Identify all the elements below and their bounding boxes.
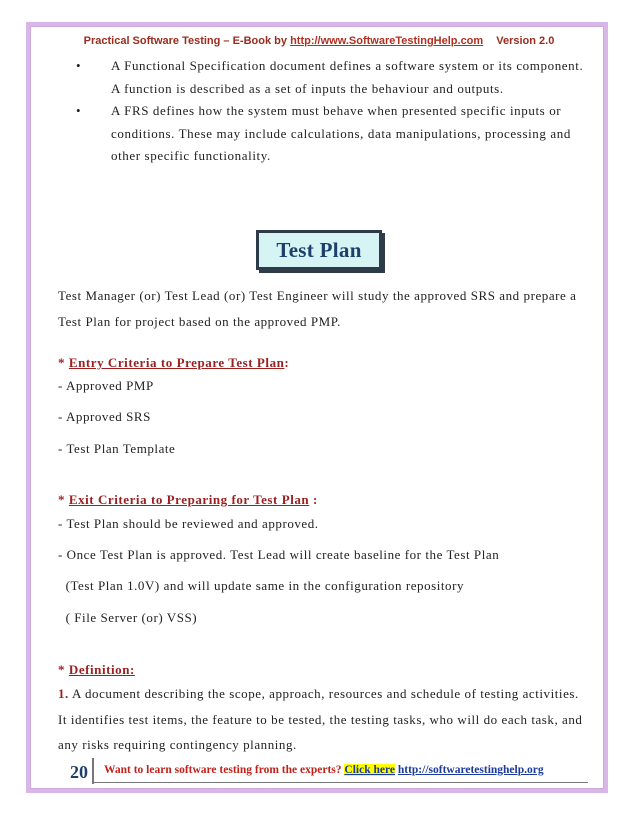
header-version: Version 2.0 xyxy=(496,35,555,47)
definition-paragraph xyxy=(58,681,588,758)
intro-paragraph: Test Manager (or) Test Lead (or) Test Engineer will study the approved SRS and prepare a Test Plan for project based on the approved PMP. xyxy=(58,288,577,329)
entry-criteria-heading: * Entry Criteria to Prepare Test Plan: xyxy=(58,355,290,370)
entry-item: - Approved PMP xyxy=(58,378,154,393)
footer-divider xyxy=(92,758,94,784)
footer-promo xyxy=(104,764,544,776)
entry-item: - Test Plan Template xyxy=(58,441,176,456)
section-title: Test Plan xyxy=(256,230,382,270)
bullet-item xyxy=(64,100,584,168)
bullet-item xyxy=(64,55,584,100)
bullet-dot-icon: • xyxy=(76,103,82,118)
footer-promo-text: Want to learn software testing from the experts? xyxy=(104,764,342,776)
page-number: 20 xyxy=(70,762,88,782)
exit-item: - Once Test Plan is approved. Test Lead will create baseline for the Test Plan xyxy=(58,547,500,562)
definition-text: A document describing the scope, approach, resources and schedule of testing activities. It identifies test items, the feature to be tested, the testing tasks, who will do each task, and any risks requiring contingency planning. xyxy=(58,686,583,752)
exit-item: ( File Server (or) VSS) xyxy=(58,610,198,625)
click-here-link[interactable]: Click here xyxy=(344,764,395,776)
bullet-dot-icon: • xyxy=(76,58,82,73)
exit-item: - Test Plan should be reviewed and approved. xyxy=(58,516,319,531)
footer-rule xyxy=(92,782,588,783)
footer-url-link[interactable]: http://softwaretestinghelp.org xyxy=(397,764,544,776)
exit-criteria-heading: * Exit Criteria to Preparing for Test Plan : xyxy=(58,492,318,507)
header-link[interactable]: http://www.SoftwareTestingHelp.com xyxy=(290,35,484,47)
bullet-text: A FRS defines how the system must behave when presented specific inputs or conditions. These may include calculations, data manipulations, processing and other specific functionality. xyxy=(111,103,571,163)
bullet-list xyxy=(64,55,584,168)
page-footer xyxy=(58,758,588,786)
exit-item: (Test Plan 1.0V) and will update same in the configuration repository xyxy=(58,578,465,593)
page-header xyxy=(0,35,638,47)
definition-heading: * Definition: xyxy=(58,662,135,677)
bullet-text: A Functional Specification document defines a software system or its component. A function is described as a set of inputs the behaviour and outputs. xyxy=(111,58,584,96)
entry-item: - Approved SRS xyxy=(58,409,151,424)
header-title: Practical Software Testing – E-Book by xyxy=(83,35,287,47)
definition-number: 1. xyxy=(58,686,69,701)
